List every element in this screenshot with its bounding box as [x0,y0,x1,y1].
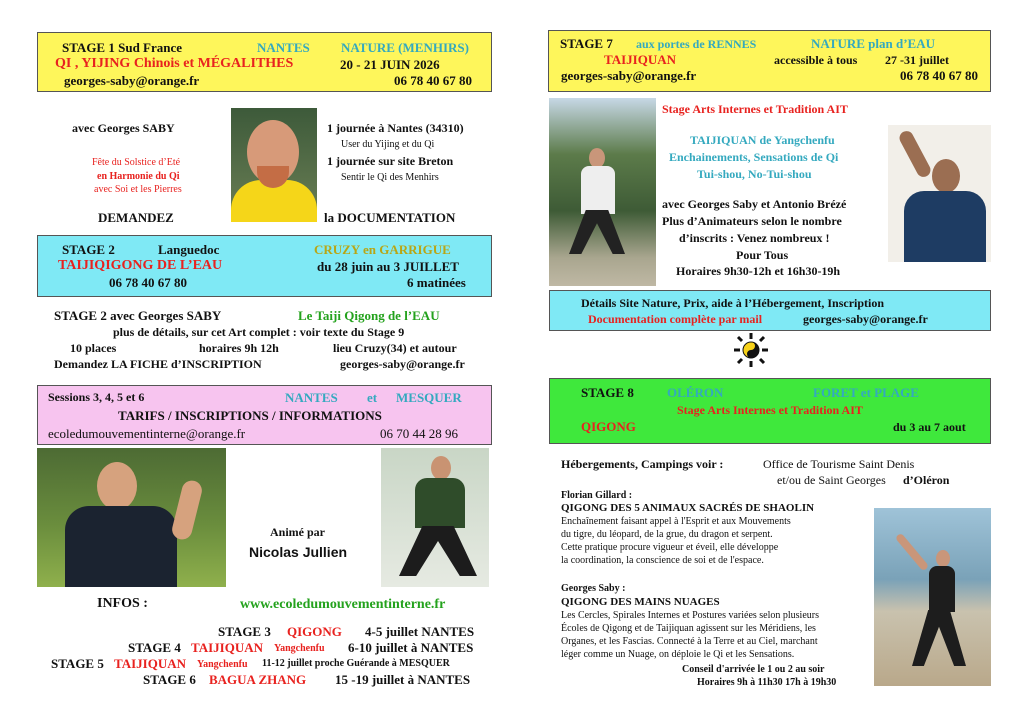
sessions-city-2: MESQUER [396,390,462,405]
sessions-tarifs: TARIFS / INSCRIPTIONS / INFORMATIONS [118,408,382,423]
stage7-email: georges-saby@orange.fr [561,68,697,83]
georges-text-3: Organes, et les Fascias. Connecté à la Terre et au Ciel, marchant [561,636,818,647]
stage8-horaires: Horaires 9h à 11h30 17h à 19h30 [697,677,837,688]
stage6-label: STAGE 6 [143,672,196,687]
stage7-photo-forest [549,98,656,286]
stage6-discipline: BAGUA ZHANG [209,672,307,687]
stage8-place: OLÉRON [667,385,724,400]
florian-title: QIGONG DES 5 ANIMAUX SACRÉS DE SHAOLIN [561,502,815,514]
stage1-title: STAGE 1 Sud France [62,40,183,55]
stage2-subject: TAIJIQIGONG DE L’EAU [58,258,223,273]
stage8-conseil: Conseil d'arrivée le 1 ou 2 au soir [682,664,825,675]
stage5-style: Yangchenfu [197,659,248,670]
stage7-access: accessible à tous [774,53,858,67]
stage2-detail-1a: STAGE 2 avec Georges SABY [54,308,222,323]
stage8-photo-beach [874,508,991,686]
stage7-tuishou: Tui-shou, No-Tui-shou [697,167,812,181]
stage7-taijiquan: TAIJIQUAN de Yangchenfu [690,133,835,147]
stage1-day1-sub: User du Yijing et du Qi [341,139,435,150]
stage2-region: Languedoc [158,242,220,257]
stage2-places: 10 places [70,341,117,355]
sessions-email: ecoledumouvementinterne@orange.fr [48,426,246,441]
stage4-style: Yangchenfu [274,643,325,654]
stage7-place: aux portes de RENNES [636,37,757,51]
stage1-phone: 06 78 40 67 80 [394,73,472,88]
stage2-detail-1b: Le Taiji Qigong de l’EAU [298,308,440,323]
stage5-date: 11-12 juillet proche Guérande à MESQUER [262,658,450,669]
stage7-photo-portrait [888,125,991,262]
stage1-city: NANTES [257,40,310,55]
stage1-documentation: la DOCUMENTATION [324,210,456,225]
stage7-subject: TAIJIQUAN [604,52,676,67]
stage8-ait: Stage Arts Internes et Tradition AIT [677,403,863,417]
florian-text-4: la coordination, la conscience de soi et de l'espace. [561,555,764,566]
nicolas-photo-right [381,448,489,587]
stage1-date: 20 - 21 JUIN 2026 [340,57,440,72]
stage8-oleron: d’Oléron [903,473,950,487]
stage7-details: Détails Site Nature, Prix, aide à l’Hébergement, Inscription [581,296,885,310]
stage4-label: STAGE 4 [128,640,181,655]
georges-title: QIGONG DES MAINS NUAGES [561,596,720,608]
stage2-phone: 06 78 40 67 80 [109,275,187,290]
sessions-anime-par: Animé par [270,525,325,539]
stage1-subject: QI , YIJING Chinois et MÉGALITHES [55,56,294,71]
stage1-day2: 1 journée sur site Breton [327,154,454,168]
bagua-icon [733,332,769,368]
florian-name: Florian Gillard : [561,490,633,501]
georges-text-4: léger comme un Nuage, on déploie le Qi et les Sensations. [561,649,795,660]
sessions-title: Sessions 3, 4, 5 et 6 [48,390,145,404]
stage1-fete-1: Fête du Solstice d’Eté [92,157,181,168]
stage7-horaires: Horaires 9h30-12h et 16h30-19h [676,264,841,278]
stage8-nature: FORET et PLAGE [813,385,919,400]
georges-text-1: Les Cercles, Spirales Internes et Postures variées selon plusieurs [561,610,819,621]
stage1-demandez: DEMANDEZ [98,210,174,225]
stage4-discipline: TAIJIQUAN [191,640,263,655]
stage3-discipline: QIGONG [287,624,342,639]
sessions-city-1: NANTES [285,390,338,405]
stage2-detail-2: plus de détails, sur cet Art complet : voir texte du Stage 9 [113,325,405,339]
stage8-hebergement: Hébergements, Campings voir : [561,457,724,471]
stage7-inscrits: d’inscrits : Venez nombreux ! [679,231,830,245]
infos-label: INFOS : [97,596,148,611]
sessions-phone: 06 70 44 28 96 [380,426,458,441]
infos-website-link[interactable]: www.ecoledumouvementinterne.fr [240,597,446,612]
stage1-day2-sub: Sentir le Qi des Menhirs [341,172,439,183]
stage2-location: lieu Cruzy(34) et autour [333,341,457,355]
florian-text-1: Enchaînement faisant appel à l'Esprit et aux Mouvements [561,516,791,527]
stage1-avec: avec Georges SABY [72,121,175,135]
stage1-fete-3: avec Soi et les Pierres [94,184,182,195]
stage7-nature: NATURE plan d’EAU [811,36,936,51]
stage6-date: 15 -19 juillet à NANTES [335,672,471,687]
sessions-animator-name: Nicolas Jullien [249,544,348,560]
stage7-title: STAGE 7 [560,36,613,51]
stage7-date: 27 -31 juillet [885,53,949,67]
stage7-ait: Stage Arts Internes et Tradition AIT [662,102,848,116]
stage1-nature: NATURE (MENHIRS) [341,40,469,55]
stage1-day1: 1 journée à Nantes (34310) [327,121,464,135]
stage7-phone: 06 78 40 67 80 [900,68,978,83]
stage5-discipline: TAIJIQUAN [114,656,186,671]
stage8-office: Office de Tourisme Saint Denis [763,457,915,471]
stage8-date: du 3 au 7 aout [893,420,966,434]
stage8-title: STAGE 8 [581,385,634,400]
stage2-date: du 28 juin au 3 JUILLET [317,259,459,274]
georges-portrait-photo [231,108,317,222]
sessions-and: et [367,390,378,405]
stage5-label: STAGE 5 [51,656,104,671]
stage1-fete-2: en Harmonie du Qi [97,171,180,182]
stage3-date: 4-5 juillet NANTES [365,624,475,639]
stage7-animateurs: Plus d’Animateurs selon le nombre [662,214,842,228]
stage2-email: georges-saby@orange.fr [340,357,465,371]
stage2-hours: horaires 9h 12h [199,341,279,355]
stage2-title: STAGE 2 [62,242,115,257]
stage8-subject: QIGONG [581,419,636,434]
georges-text-2: Écoles de Qigong et de Taijiquan agissent sur les Méridiens, les [561,623,816,634]
stage2-matinees: 6 matinées [407,275,466,290]
florian-text-3: Cette pratique procure vigueur et éveil, elle développe [561,542,779,553]
stage8-saint-georges: et/ou de Saint Georges [777,473,886,487]
stage2-place: CRUZY en GARRIGUE [314,242,451,257]
stage7-email-2: georges-saby@orange.fr [803,312,928,326]
florian-text-2: du tigre, du léopard, de la grue, du dragon et serpent. [561,529,773,540]
stage2-fiche: Demandez LA FICHE d’INSCRIPTION [54,357,262,371]
stage7-enchainements: Enchainements, Sensations de Qi [669,150,839,164]
georges-name: Georges Saby : [561,583,626,594]
stage7-doc-label: Documentation complète par mail [588,312,763,326]
stage4-date: 6-10 juillet à NANTES [348,640,474,655]
stage1-email: georges-saby@orange.fr [64,73,200,88]
nicolas-photo-left [37,448,226,587]
stage7-avec: avec Georges Saby et Antonio Brézé [662,197,847,211]
stage7-pour-tous: Pour Tous [736,248,789,262]
stage3-label: STAGE 3 [218,624,271,639]
